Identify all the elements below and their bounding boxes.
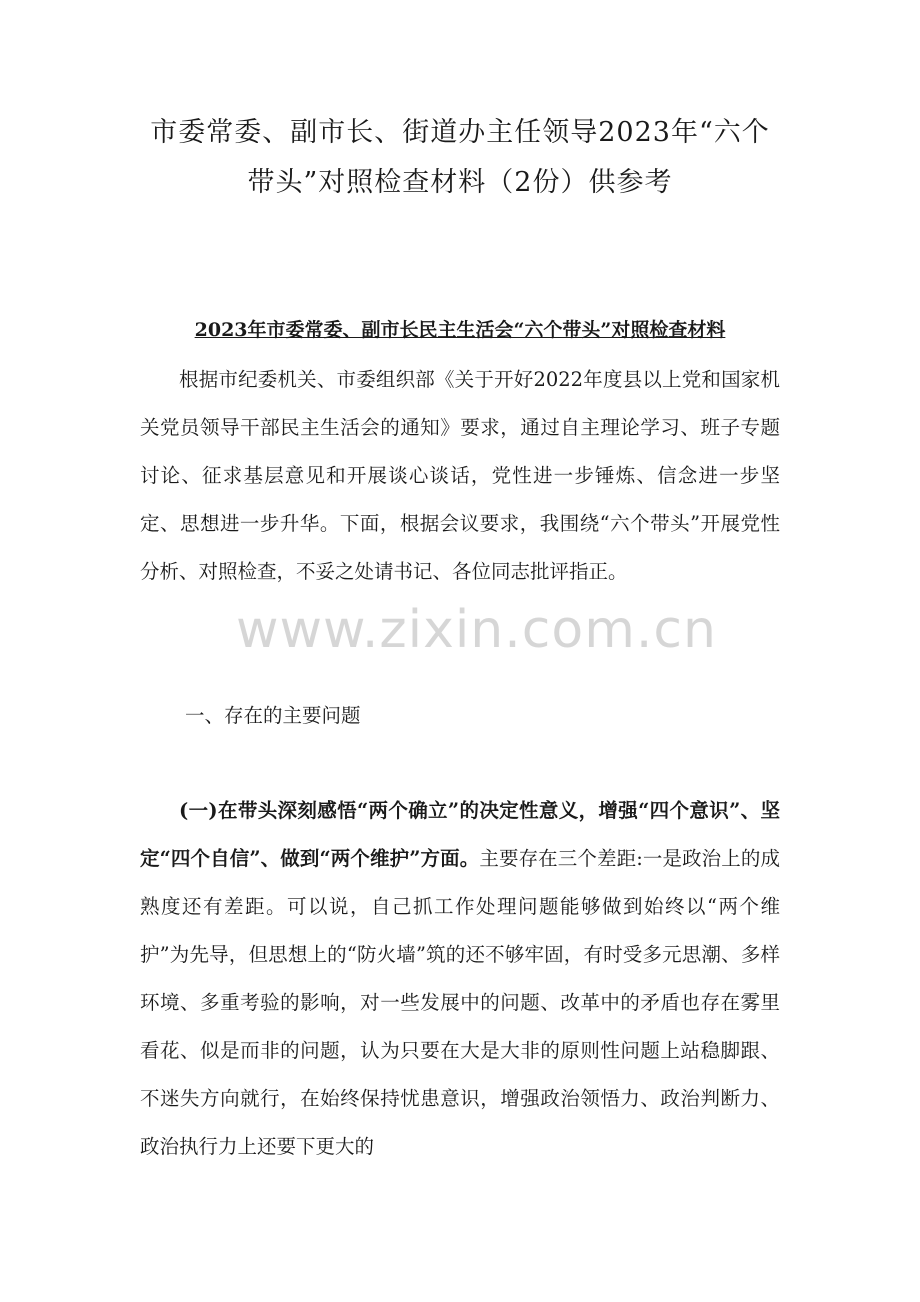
heading-main-problems: 一、存在的主要问题 (185, 704, 361, 727)
item-one-body: 主要存在三个差距:一是政治上的成熟度还有差距。可以说，自己抓工作处理问题能够做到始终以“两个维护”为先导，但思想上的“防火墙”筑的还不够牢固，有时受多元思潮、多样环境、多重考验的影响，对一些发展中的问题、改革中的矛盾也存在雾里看花、似是而非的问题，认为只要在大是大非的原则性问题上站稳脚跟、不迷失方向就行，在始终保持忧患意识，增强政治领悟力、政治判断力、政治执行力上还要下更大的 (140, 847, 780, 1158)
section-title: 2023年市委常委、副市长民主生活会“六个带头”对照检查材料 (194, 319, 726, 341)
item-one-paragraph (140, 787, 780, 1171)
watermark: www.zixin.com.cn (236, 600, 717, 660)
document-title: 市委常委、副市长、街道办主任领导2023年“六个带头”对照检查材料（2份）供参考 (150, 117, 770, 198)
intro-paragraph: 根据市纪委机关、市委组织部《关于开好2022年度县以上党和国家机关党员领导干部民主生活会的通知》要求，通过自主理论学习、班子专题讨论、征求基层意见和开展谈心谈话，党性进一步锤炼、信念进一步坚定、思想进一步升华。下面，根据会议要求，我围绕“六个带头”开展党性分析、对照检查，不妥之处请书记、各位同志批评指正。 (140, 368, 780, 583)
item-one-lead: (一)在带头深刻感悟“两个确立”的决定性意义，增强“四个意识”、坚定“四个自信”、做到“两个维护”方面。 (140, 799, 780, 870)
